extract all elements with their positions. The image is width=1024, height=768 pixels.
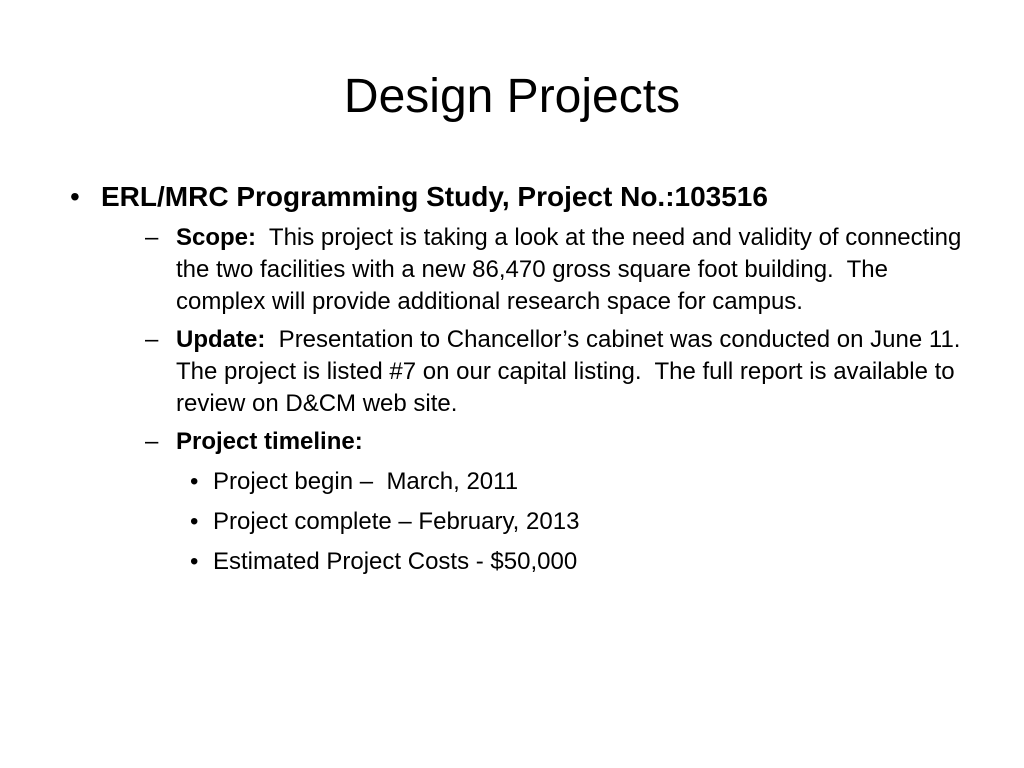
- bullet-icon: •: [70, 181, 80, 212]
- dash-icon: –: [145, 428, 159, 455]
- dash-icon: –: [145, 326, 159, 353]
- timeline-item: [145, 426, 966, 458]
- timeline-cost-item: [190, 546, 970, 578]
- scope-label: Scope:: [176, 224, 257, 251]
- slide-title: Design Projects: [343, 70, 681, 123]
- update-item: [145, 324, 974, 420]
- timeline-cost-text: Estimated Project Costs - $50,000: [213, 548, 578, 575]
- timeline-complete-text: Project complete – February, 2013: [213, 508, 580, 535]
- timeline-complete-item: [190, 506, 970, 538]
- scope-text: This project is taking a look at the need and validity of connecting the two facilities with a new 86,470 gross square foot building. The complex will provide additional research space for campus.: [176, 224, 969, 315]
- project-heading-item: [70, 178, 970, 216]
- update-label: Update:: [176, 326, 266, 353]
- scope-item: [145, 222, 969, 318]
- slide-body: [70, 178, 974, 578]
- timeline-begin-item: [190, 466, 970, 498]
- timeline-begin-text: Project begin – March, 2011: [213, 468, 519, 495]
- project-heading: ERL/MRC Programming Study, Project No.:103516: [101, 181, 768, 212]
- bullet-icon: •: [190, 548, 199, 575]
- timeline-label: Project timeline:: [176, 428, 363, 455]
- update-text: Presentation to Chancellor’s cabinet was conducted on June 11. The project is listed #7 on our capital listing. The full report is available to review on D&CM web site.: [176, 326, 974, 417]
- dash-icon: –: [145, 224, 159, 251]
- bullet-icon: •: [190, 508, 199, 535]
- bullet-icon: •: [190, 468, 199, 495]
